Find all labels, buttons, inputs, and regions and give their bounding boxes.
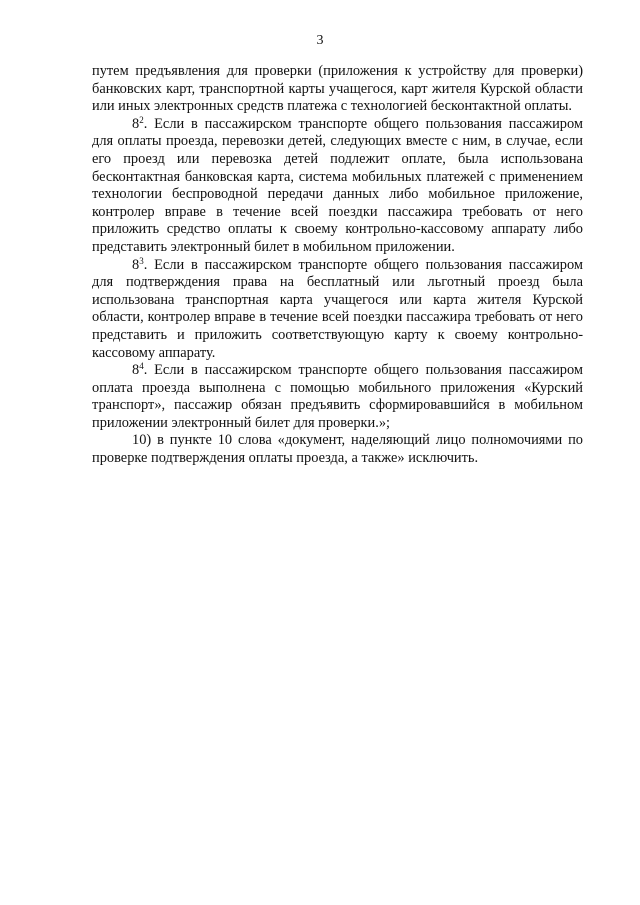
- paragraph-text: путем предъявления для проверки (приложения к устройству для проверки) банковских карт, транспортной карты учащегося, карт жителя Курской области или иных электронных средств платежа с технологией бесконтактной оплаты.: [92, 63, 583, 115]
- paragraph-text: 10) в пункте 10 слова «документ, наделяющий лицо полномочиями по проверке подтверждения оплаты проезда, а также» исключить.: [92, 432, 583, 467]
- paragraph-continuation: [92, 63, 583, 116]
- paragraph-8-2: [92, 116, 583, 257]
- paragraph-text: . Если в пассажирском транспорте общего пользования пассажиром для оплаты проезда, перевозки детей, следующих вместе с ним, в случае, если его проезд или перевозка детей подлежит оплате, была использована бесконтактная банковская карта, система мобильных платежей с применением технологии беспроводной передачи данных либо мобильное приложение, контролер вправе в течение всей поездки пассажира требовать от него приложить средство оплаты к своему контрольно-кассовому аппарату либо представить электронный билет в мобильном приложении.: [92, 115, 583, 255]
- clause-number: 8: [132, 115, 140, 132]
- clause-superscript: 2: [139, 114, 144, 125]
- clause-superscript: 4: [139, 361, 144, 372]
- paragraph-text: . Если в пассажирском транспорте общего пользования пассажиром оплата проезда выполнена с помощью мобильного приложения «Курский транспорт», пассажир обязан предъявить сформировавшийся в мобильном приложении электронный билет для проверки.»;: [92, 362, 583, 431]
- document-body: [92, 63, 583, 468]
- paragraph-text: . Если в пассажирском транспорте общего пользования пассажиром для подтверждения права на бесплатный или льготный проезд была использована транспортная карта учащегося или карта жителя Курской области, контролер вправе в течение всей поездки пассажира требовать от него представить и приложить соответствующую карту к своему контрольно-кассовому аппарату.: [92, 256, 583, 361]
- clause-number: 8: [132, 362, 140, 379]
- paragraph-item-10: [92, 432, 583, 467]
- paragraph-8-3: [92, 257, 583, 363]
- clause-number: 8: [132, 256, 140, 273]
- clause-superscript: 3: [139, 255, 144, 266]
- page-number: 3: [316, 33, 324, 48]
- paragraph-8-4: [92, 362, 583, 432]
